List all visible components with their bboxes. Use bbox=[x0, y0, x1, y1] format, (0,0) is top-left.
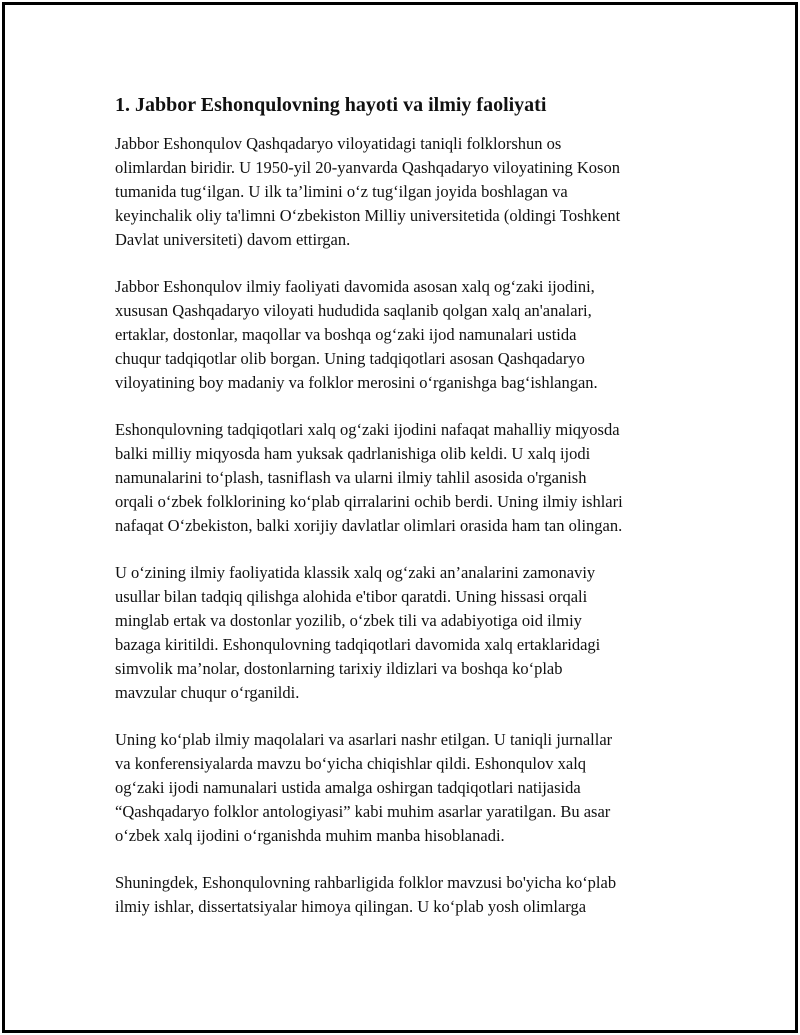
paragraph-biography bbox=[115, 132, 695, 252]
paragraph-methods bbox=[115, 561, 695, 705]
text-line: usullar bilan tadqiq qilishga alohida e'tibor qaratdi. Uning hissasi orqali bbox=[115, 587, 588, 606]
text-line: minglab ertak va dostonlar yozilib, o‘zbek tili va adabiyotiga oid ilmiy bbox=[115, 611, 582, 630]
text-line: xususan Qashqadaryo viloyati hududida saqlanib qolgan xalq an'analari, bbox=[115, 301, 592, 320]
text-line: o‘zbek xalq ijodini o‘rganishda muhim manba hisoblanadi. bbox=[115, 826, 505, 845]
text-line: ilmiy ishlar, dissertatsiyalar himoya qilingan. U ko‘plab yosh olimlarga bbox=[115, 897, 587, 916]
text-line: namunalarini to‘plash, tasniflash va ularni ilmiy tahlil asosida o'rganish bbox=[115, 468, 587, 487]
paragraph-publications bbox=[115, 728, 695, 848]
text-line: tumanida tug‘ilgan. U ilk ta’limini o‘z tug‘ilgan joyida boshlagan va bbox=[115, 182, 568, 201]
text-line: va konferensiyalarda mavzu bo‘yicha chiqishlar qildi. Eshonqulov xalq bbox=[115, 754, 587, 773]
text-line: viloyatining boy madaniy va folklor merosini o‘rganishga bag‘ishlangan. bbox=[115, 373, 598, 392]
paragraph-research-focus bbox=[115, 275, 695, 395]
text-line: bazaga kiritildi. Eshonqulovning tadqiqotlari davomida xalq ertaklaridagi bbox=[115, 635, 601, 654]
text-line: keyinchalik oliy ta'limni O‘zbekiston Milliy universitetida (oldingi Toshkent bbox=[115, 206, 621, 225]
document-body bbox=[115, 92, 695, 942]
text-line: Jabbor Eshonqulov Qashqadaryo viloyatidagi taniqli folklorshun os bbox=[115, 134, 562, 153]
text-line: ertaklar, dostonlar, maqollar va boshqa og‘zaki ijod namunalari ustida bbox=[115, 325, 577, 344]
text-line: orqali o‘zbek folklorining ko‘plab qirralarini ochib berdi. Uning ilmiy ishlari bbox=[115, 492, 623, 511]
text-line: simvolik ma’nolar, dostonlarning tarixiy ildizlari va boshqa ko‘plab bbox=[115, 659, 563, 678]
text-line: chuqur tadqiqotlar olib borgan. Uning tadqiqotlari asosan Qashqadaryo bbox=[115, 349, 585, 368]
text-line: U o‘zining ilmiy faoliyatida klassik xalq og‘zaki an’analarini zamonaviy bbox=[115, 563, 596, 582]
text-line: Shuningdek, Eshonqulovning rahbarligida folklor mavzusi bo'yicha ko‘plab bbox=[115, 873, 617, 892]
text-line: balki milliy miqyosda ham yuksak qadrlanishiga olib keldi. U xalq ijodi bbox=[115, 444, 591, 463]
paragraph-recognition bbox=[115, 418, 695, 538]
text-line: Jabbor Eshonqulov ilmiy faoliyati davomida asosan xalq og‘zaki ijodini, bbox=[115, 277, 595, 296]
text-line: Eshonqulovning tadqiqotlari xalq og‘zaki ijodini nafaqat mahalliy miqyosda bbox=[115, 420, 620, 439]
text-line: Uning ko‘plab ilmiy maqolalari va asarlari nashr etilgan. U taniqli jurnallar bbox=[115, 730, 613, 749]
text-line: “Qashqadaryo folklor antologiyasi” kabi muhim asarlar yaratilgan. Bu asar bbox=[115, 802, 611, 821]
text-line: nafaqat O‘zbekiston, balki xorijiy davlatlar olimlari orasida ham tan olingan. bbox=[115, 516, 623, 535]
paragraph-supervision bbox=[115, 871, 695, 919]
section-title: 1. Jabbor Eshonqulovning hayoti va ilmiy faoliyati bbox=[115, 94, 547, 116]
text-line: og‘zaki ijodi namunalari ustida amalga oshirgan tadqiqotlari natijasida bbox=[115, 778, 581, 797]
text-line: olimlardan biridir. U 1950-yil 20-yanvarda Qashqadaryo viloyatining Koson bbox=[115, 158, 620, 177]
text-line: Davlat universiteti) davom ettirgan. bbox=[115, 230, 351, 249]
text-line: mavzular chuqur o‘rganildi. bbox=[115, 683, 300, 702]
